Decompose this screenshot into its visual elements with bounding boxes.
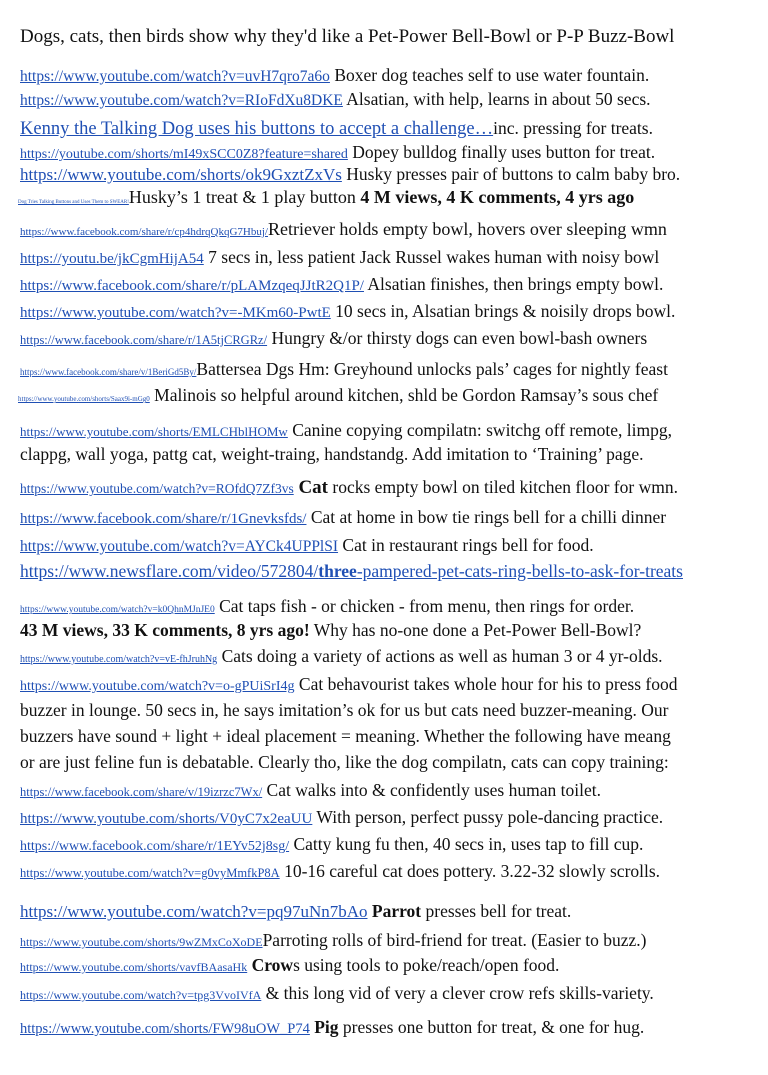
link[interactable]: https://www.facebook.com/share/v/19izrzc7Wx/ — [20, 785, 263, 799]
link[interactable]: https://youtu.be/jkCgmHijA54 — [20, 251, 204, 267]
entry-pig — [20, 1016, 768, 1040]
link[interactable]: https://www.youtube.com/watch?v=vE-fhJruhNg — [20, 654, 218, 665]
link[interactable]: https://youtube.com/shorts/mI49xSCC0Z8?feature=shared — [20, 147, 348, 162]
desc: Cat taps fish - or chicken - from menu, then rings for order. — [214, 596, 635, 616]
link[interactable] — [20, 561, 683, 581]
entry-cat-rocks-bowl — [20, 476, 768, 500]
desc: With person, perfect pussy pole-dancing practice. — [312, 807, 664, 827]
desc: Alsatian, with help, learns in about 50 secs. — [342, 89, 651, 109]
entry-canine-copying-cont — [20, 443, 768, 465]
link[interactable]: https://www.youtube.com/watch?v=g0vyMmfkP8A — [20, 866, 280, 880]
entry-alsatian-learns — [20, 88, 768, 112]
desc: Cat walks into & confidently uses human toilet. — [262, 780, 601, 800]
link[interactable]: https://www.youtube.com/watch?v=o-gPUiSrI4g — [20, 679, 295, 694]
stats: 4 M views, 4 K comments, 4 yrs ago — [360, 187, 635, 207]
entry-cat-menu — [20, 595, 768, 621]
desc: presses one button for treat, & one for hug. — [338, 1017, 645, 1037]
link[interactable]: https://www.youtube.com/watch?v=k0QhnMJnJE0 — [20, 605, 215, 615]
desc: Retriever holds empty bowl, hovers over sleeping wmn — [267, 219, 667, 239]
desc: Malinois so helpful around kitchen, shld be Gordon Ramsay’s sous chef — [149, 385, 659, 405]
entry-cat-behaviourist — [20, 673, 768, 698]
link[interactable]: https://www.youtube.com/shorts/Saax9i-mGg0 — [18, 395, 150, 403]
link[interactable]: https://www.youtube.com/watch?v=-MKm60-PwtE — [20, 305, 331, 321]
entry-cat-bow-tie — [20, 506, 768, 530]
entry-malinois — [18, 384, 768, 410]
desc: Alsatian finishes, then brings empty bowl. — [363, 274, 664, 294]
desc: Hungry &/or thirsty dogs can even bowl-bash owners — [267, 328, 648, 348]
desc: Husky presses pair of buttons to calm baby bro. — [341, 164, 681, 184]
link[interactable]: https://www.facebook.com/share/r/1Gnevksfds/ — [20, 511, 307, 527]
pig-label: Pig — [309, 1017, 339, 1037]
desc: rocks empty bowl on tiled kitchen floor for wmn. — [328, 477, 678, 497]
link[interactable]: https://www.youtube.com/shorts/FW98uOW_P74 — [20, 1021, 310, 1037]
desc: Why has no-one done a Pet-Power Bell-Bowl? — [309, 620, 642, 640]
entry-cat-toilet — [20, 779, 768, 803]
desc: Cat in restaurant rings bell for food. — [338, 535, 594, 555]
crow-label: Crow — [247, 955, 294, 975]
link[interactable]: Kenny the Talking Dog uses his buttons to accept a challenge… — [20, 119, 494, 139]
entry-husky-swear — [18, 186, 768, 214]
link-bold: three — [318, 561, 357, 581]
entry-kenny — [20, 117, 768, 140]
entry-cats-variety — [20, 645, 768, 671]
link[interactable]: Dog Tries Talking Buttons and Uses Them to SWEAR! — [18, 200, 129, 205]
link[interactable]: https://www.youtube.com/shorts/vavfBAasaHk — [20, 960, 248, 974]
desc: Parroting rolls of bird-friend for treat. (Easier to buzz.) — [262, 930, 647, 950]
entry-stats-43m — [20, 619, 768, 641]
entry-canine-copying — [20, 419, 768, 443]
link[interactable]: https://www.youtube.com/watch?v=ROfdQ7Zf3vs — [20, 481, 294, 496]
link[interactable]: https://www.youtube.com/watch?v=AYCk4UPPlSI — [20, 538, 339, 555]
desc: Catty kung fu then, 40 secs in, uses tap to fill cup. — [289, 834, 644, 854]
desc: 7 secs in, less patient Jack Russel wakes human with noisy bowl — [203, 247, 660, 267]
entry-kung-fu — [20, 833, 768, 858]
link[interactable]: https://www.youtube.com/watch?v=RIoFdXu8DKE — [20, 92, 343, 109]
link-pre: https://www.newsflare.com/video/572804/ — [20, 561, 319, 581]
paragraph-line-1: buzzer in lounge. 50 secs in, he says imitation’s ok for us but cats need buzzer-meaning. Our — [20, 700, 669, 720]
stats: 43 M views, 33 K comments, 8 yrs ago! — [20, 620, 310, 640]
entry-alsatian-finishes — [20, 273, 768, 297]
paragraph-line-3: or are just feline fun is debatable. Clearly tho, like the dog compilatn, cats can copy training: — [20, 752, 669, 772]
desc: presses bell for treat. — [421, 901, 572, 921]
desc: Dopey bulldog finally uses button for treat. — [347, 142, 656, 162]
entry-boxer — [20, 64, 768, 88]
desc: 10 secs in, Alsatian brings & noisily drops bowl. — [330, 301, 676, 321]
desc: & this long vid of very a clever crow refs skills-variety. — [261, 983, 654, 1003]
entry-parrot-bell — [20, 900, 768, 923]
link[interactable]: https://www.youtube.com/shorts/EMLCHblHOMw — [20, 424, 288, 439]
desc: 10-16 careful cat does pottery. 3.22-32 slowly scrolls. — [279, 861, 661, 881]
link[interactable]: https://www.youtube.com/watch?v=tpg3VvoIVfA — [20, 988, 262, 1002]
desc: Battersea Dgs Hm: Greyhound unlocks pals’ cages for nightly feast — [196, 359, 668, 379]
link-post: -pampered-pet-cats-ring-bells-to-ask-for-treats — [356, 561, 683, 581]
entry-parroting — [20, 929, 768, 953]
link[interactable]: https://www.youtube.com/shorts/ok9GxztZxVs — [20, 165, 342, 184]
link[interactable]: https://www.facebook.com/share/r/cp4hdrqQkqG7Hbuj/ — [20, 226, 268, 238]
link[interactable]: https://www.facebook.com/share/r/1EYv52j8sg/ — [20, 839, 290, 854]
desc: s using tools to poke/reach/open food. — [293, 955, 560, 975]
parrot-label: Parrot — [367, 901, 422, 921]
entry-jack-russel — [20, 246, 768, 270]
entry-husky-pair — [20, 163, 768, 186]
desc: Cats doing a variety of actions as well as human 3 or 4 yr-olds. — [217, 646, 663, 666]
entry-bowl-bash — [20, 327, 768, 351]
entry-clever-crow — [20, 982, 768, 1006]
cat-label: Cat — [293, 477, 329, 498]
desc: Husky’s 1 treat & 1 play button — [128, 187, 361, 207]
link[interactable]: https://www.facebook.com/share/r/1A5tjCRGRz/ — [20, 333, 268, 347]
link[interactable]: https://www.youtube.com/watch?v=pq97uNn7bAo — [20, 902, 368, 921]
desc: Boxer dog teaches self to use water fountain. — [329, 65, 650, 85]
link[interactable]: https://www.facebook.com/share/v/1BeriGd5By/ — [20, 367, 197, 377]
link[interactable]: https://www.facebook.com/share/r/pLAMzqeqJJtR2Q1P/ — [20, 278, 364, 294]
entry-pottery — [20, 860, 768, 884]
entry-newsflare — [20, 560, 768, 582]
desc: inc. pressing for treats. — [493, 118, 653, 138]
entry-retriever — [20, 218, 768, 243]
desc: Cat at home in bow tie rings bell for a chilli dinner — [306, 507, 667, 527]
desc: clappg, wall yoga, pattg cat, weight-traing, handstandg. Add imitation to ‘Training’ page. — [20, 444, 644, 464]
desc: Canine copying compilatn: switchg off remote, limpg, — [287, 420, 672, 440]
entry-battersea — [20, 358, 768, 383]
entry-crows — [20, 954, 768, 978]
entry-pole-dancing — [20, 806, 768, 830]
entry-cat-restaurant — [20, 534, 768, 558]
paragraph-line-2: buzzers have sound + light + ideal placement = meaning. Whether the following have meang — [20, 726, 671, 746]
link[interactable]: https://www.youtube.com/shorts/9wZMxCoXoDE — [20, 935, 263, 949]
page-title: Dogs, cats, then birds show why they'd like a Pet-Power Bell-Bowl or P-P Buzz-Bowl — [20, 26, 675, 47]
link[interactable]: https://www.youtube.com/shorts/V0yC7x2eaUU — [20, 811, 313, 827]
desc: Cat behavourist takes whole hour for his to press food — [294, 674, 678, 694]
link[interactable]: https://www.youtube.com/watch?v=uvH7qro7a6o — [20, 68, 330, 85]
entry-alsatian-drops — [20, 300, 768, 324]
